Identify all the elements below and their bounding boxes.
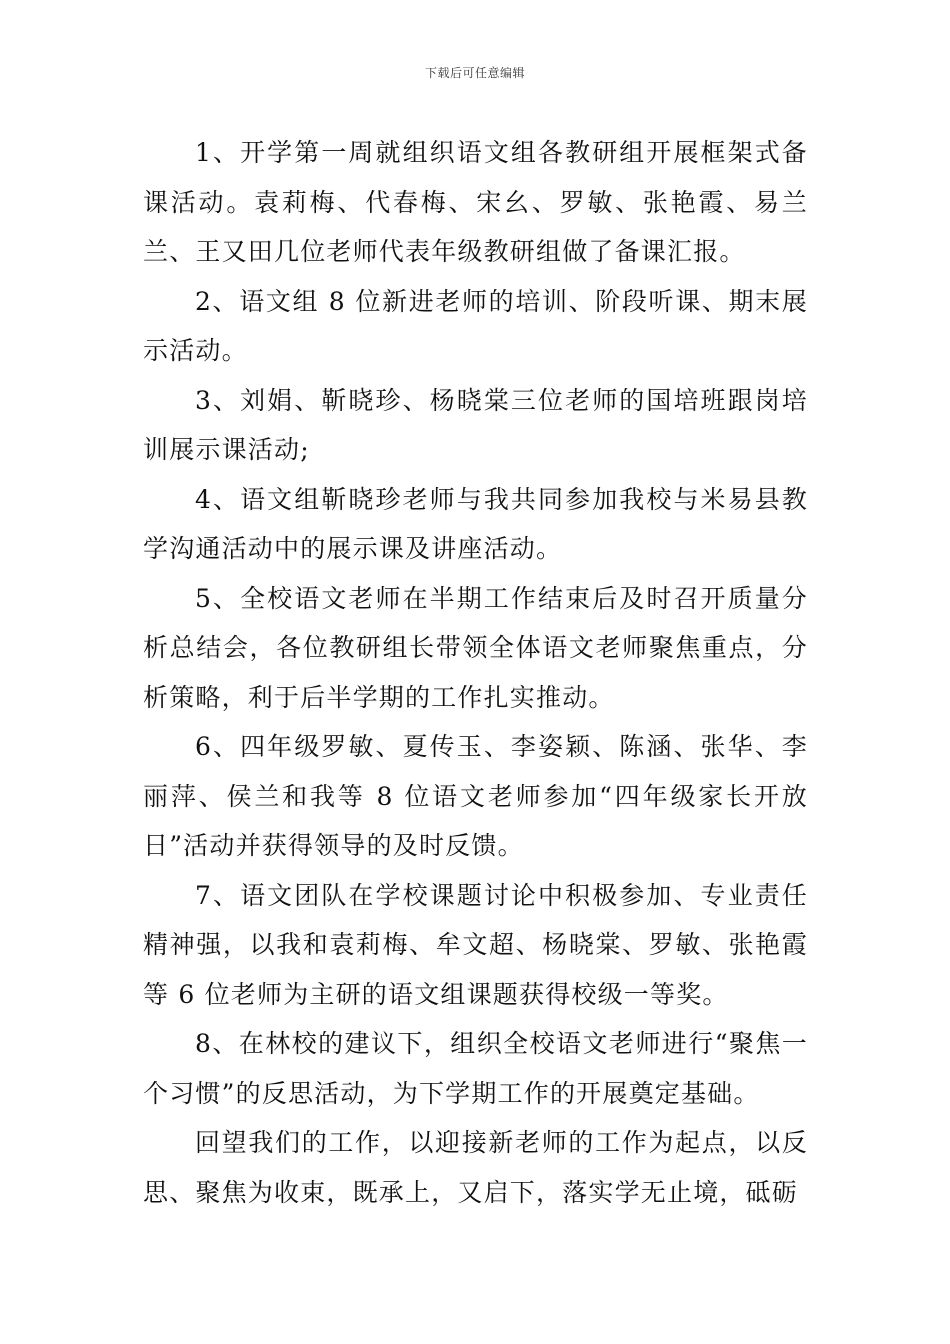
paragraph-4: 4、语文组靳晓珍老师与我共同参加我校与米易县教学沟通活动中的展示课及讲座活动。 — [143, 484, 808, 563]
paragraph-9: 回望我们的工作，以迎接新老师的工作为起点，以反思、聚焦为收束，既承上，又启下，落实学无止境，砥砺 — [143, 1128, 808, 1207]
page-header: 下载后可任意编辑 — [424, 66, 525, 80]
paragraph-7: 7、语文团队在学校课题讨论中积极参加、专业责任精神强，以我和袁莉梅、牟文超、杨晓棠、罗敏、张艳霞等 6 位老师为主研的语文组课题获得校级一等奖。 — [143, 880, 808, 1009]
paragraph-8: 8、在林校的建议下，组织全校语文老师进行“聚焦一个习惯”的反思活动，为下学期工作的开展奠定基础。 — [143, 1029, 808, 1108]
paragraph-2: 2、语文组 8 位新进老师的培训、阶段听课、期末展示活动。 — [143, 286, 808, 365]
paragraph-5: 5、全校语文老师在半期工作结束后及时召开质量分析总结会，各位教研组长带领全体语文老师聚焦重点，分析策略，利于后半学期的工作扎实推动。 — [143, 583, 808, 712]
paragraph-6: 6、四年级罗敏、夏传玉、李姿颖、陈涵、张华、李丽萍、侯兰和我等 8 位语文老师参加“四年级家长开放日”活动并获得领导的及时反馈。 — [143, 732, 808, 860]
paragraph-1: 1、开学第一周就组织语文组各教研组开展框架式备课活动。袁莉梅、代春梅、宋幺、罗敏、张艳霞、易兰兰、王又田几位老师代表年级教研组做了备课汇报。 — [143, 138, 808, 266]
document-body — [143, 128, 808, 1217]
paragraph-3: 3、刘娟、靳晓珍、杨晓棠三位老师的国培班跟岗培训展示课活动; — [143, 385, 808, 464]
